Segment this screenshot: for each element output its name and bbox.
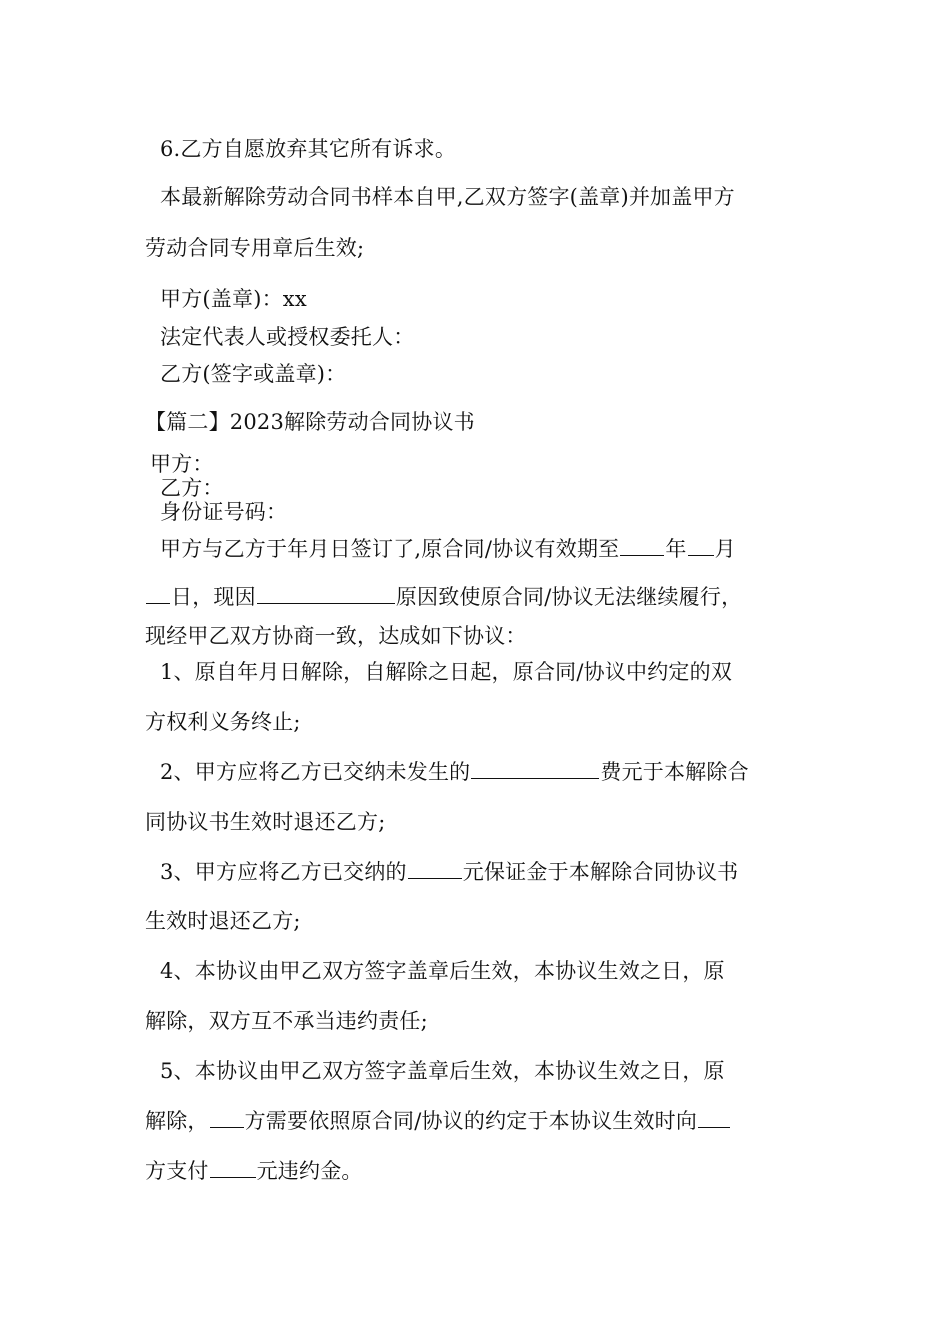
- agreement-intro-line: [145, 622, 527, 650]
- party-a-seal-line: [160, 285, 307, 313]
- line-text: 本最新解除劳动合同书样本自甲,乙双方签字(盖章)并加盖甲方: [160, 185, 735, 209]
- clause-4-line-2: [145, 1007, 428, 1035]
- line-text: 甲方(盖章)：xx: [160, 287, 307, 311]
- line-text: 原因致使原合同/协议无法继续履行，: [395, 585, 743, 609]
- clause-2-line-1: [160, 758, 749, 786]
- blank-penalty-amount: [210, 1159, 256, 1178]
- line-text: 2、甲方应将乙方已交纳未发生的: [160, 760, 471, 784]
- line-text: 甲方：: [150, 452, 214, 476]
- blank-fee: [471, 760, 599, 779]
- line-text: 甲方与乙方于年月日签订了,原合同/协议有效期至: [160, 537, 620, 561]
- line-text: 同协议书生效时退还乙方;: [145, 810, 386, 834]
- line-text: 乙方(签字或盖章)：: [160, 362, 347, 386]
- clause-1-line-2: [145, 708, 301, 736]
- clause-5-line-3: [145, 1157, 363, 1185]
- id-number-field: [160, 498, 287, 526]
- clause-3-line-1: [160, 858, 738, 886]
- line-text: 方支付: [145, 1159, 209, 1183]
- blank-party-payee: [698, 1109, 730, 1128]
- line-text: 身份证号码：: [160, 500, 288, 524]
- line-text: 方权利义务终止;: [145, 710, 301, 734]
- clause-2-line-2: [145, 808, 385, 836]
- line-text: 解除，双方互不承当违约责任;: [145, 1009, 428, 1033]
- line-text: 年: [665, 537, 687, 561]
- party-b-signature-line: [160, 360, 346, 388]
- blank-day: [146, 585, 170, 604]
- clause-1-line-1: [160, 658, 732, 686]
- line-text: 5、本协议由甲乙双方签字盖章后生效，本协议生效之日，原: [160, 1059, 725, 1083]
- line-text: 【篇二】2023解除劳动合同协议书: [145, 410, 475, 434]
- contract-reason-line: [145, 583, 742, 611]
- line-text: 费元于本解除合: [600, 760, 749, 784]
- line-text: 元违约金。: [256, 1159, 363, 1183]
- effectiveness-paragraph-line-1: [160, 183, 735, 211]
- line-text: 生效时退还乙方;: [145, 909, 301, 933]
- blank-year: [620, 537, 664, 556]
- clause-6-waiver: [160, 135, 456, 163]
- line-text: 劳动合同专用章后生效;: [145, 236, 365, 260]
- line-text: 方需要依照原合同/协议的约定于本协议生效时向: [244, 1109, 698, 1133]
- section-heading-part-two: [145, 408, 475, 436]
- line-text: 月: [714, 537, 736, 561]
- blank-reason: [257, 585, 395, 604]
- blank-month: [688, 537, 714, 556]
- line-text: 现经甲乙双方协商一致，达成如下协议：: [145, 624, 527, 648]
- line-text: 4、本协议由甲乙双方签字盖章后生效，本协议生效之日，原: [160, 959, 725, 983]
- line-text: 1、原自年月日解除，自解除之日起，原合同/协议中约定的双: [160, 660, 733, 684]
- line-text: 6.乙方自愿放弃其它所有诉求。: [160, 137, 457, 161]
- line-text: 3、甲方应将乙方已交纳的: [160, 860, 407, 884]
- line-text: 法定代表人或授权委托人：: [160, 325, 415, 349]
- line-text: 日，现因: [171, 585, 256, 609]
- blank-party-payer: [210, 1109, 244, 1128]
- clause-5-line-2: [145, 1107, 731, 1135]
- line-text: 解除，: [145, 1109, 209, 1133]
- clause-5-line-1: [160, 1057, 725, 1085]
- blank-deposit: [408, 860, 462, 879]
- legal-representative-line: [160, 323, 414, 351]
- contract-date-line: [160, 535, 736, 563]
- effectiveness-paragraph-line-2: [145, 234, 364, 262]
- clause-4-line-1: [160, 957, 725, 985]
- line-text: 乙方：: [160, 476, 224, 500]
- line-text: 元保证金于本解除合同协议书: [462, 860, 739, 884]
- clause-3-line-2: [145, 907, 301, 935]
